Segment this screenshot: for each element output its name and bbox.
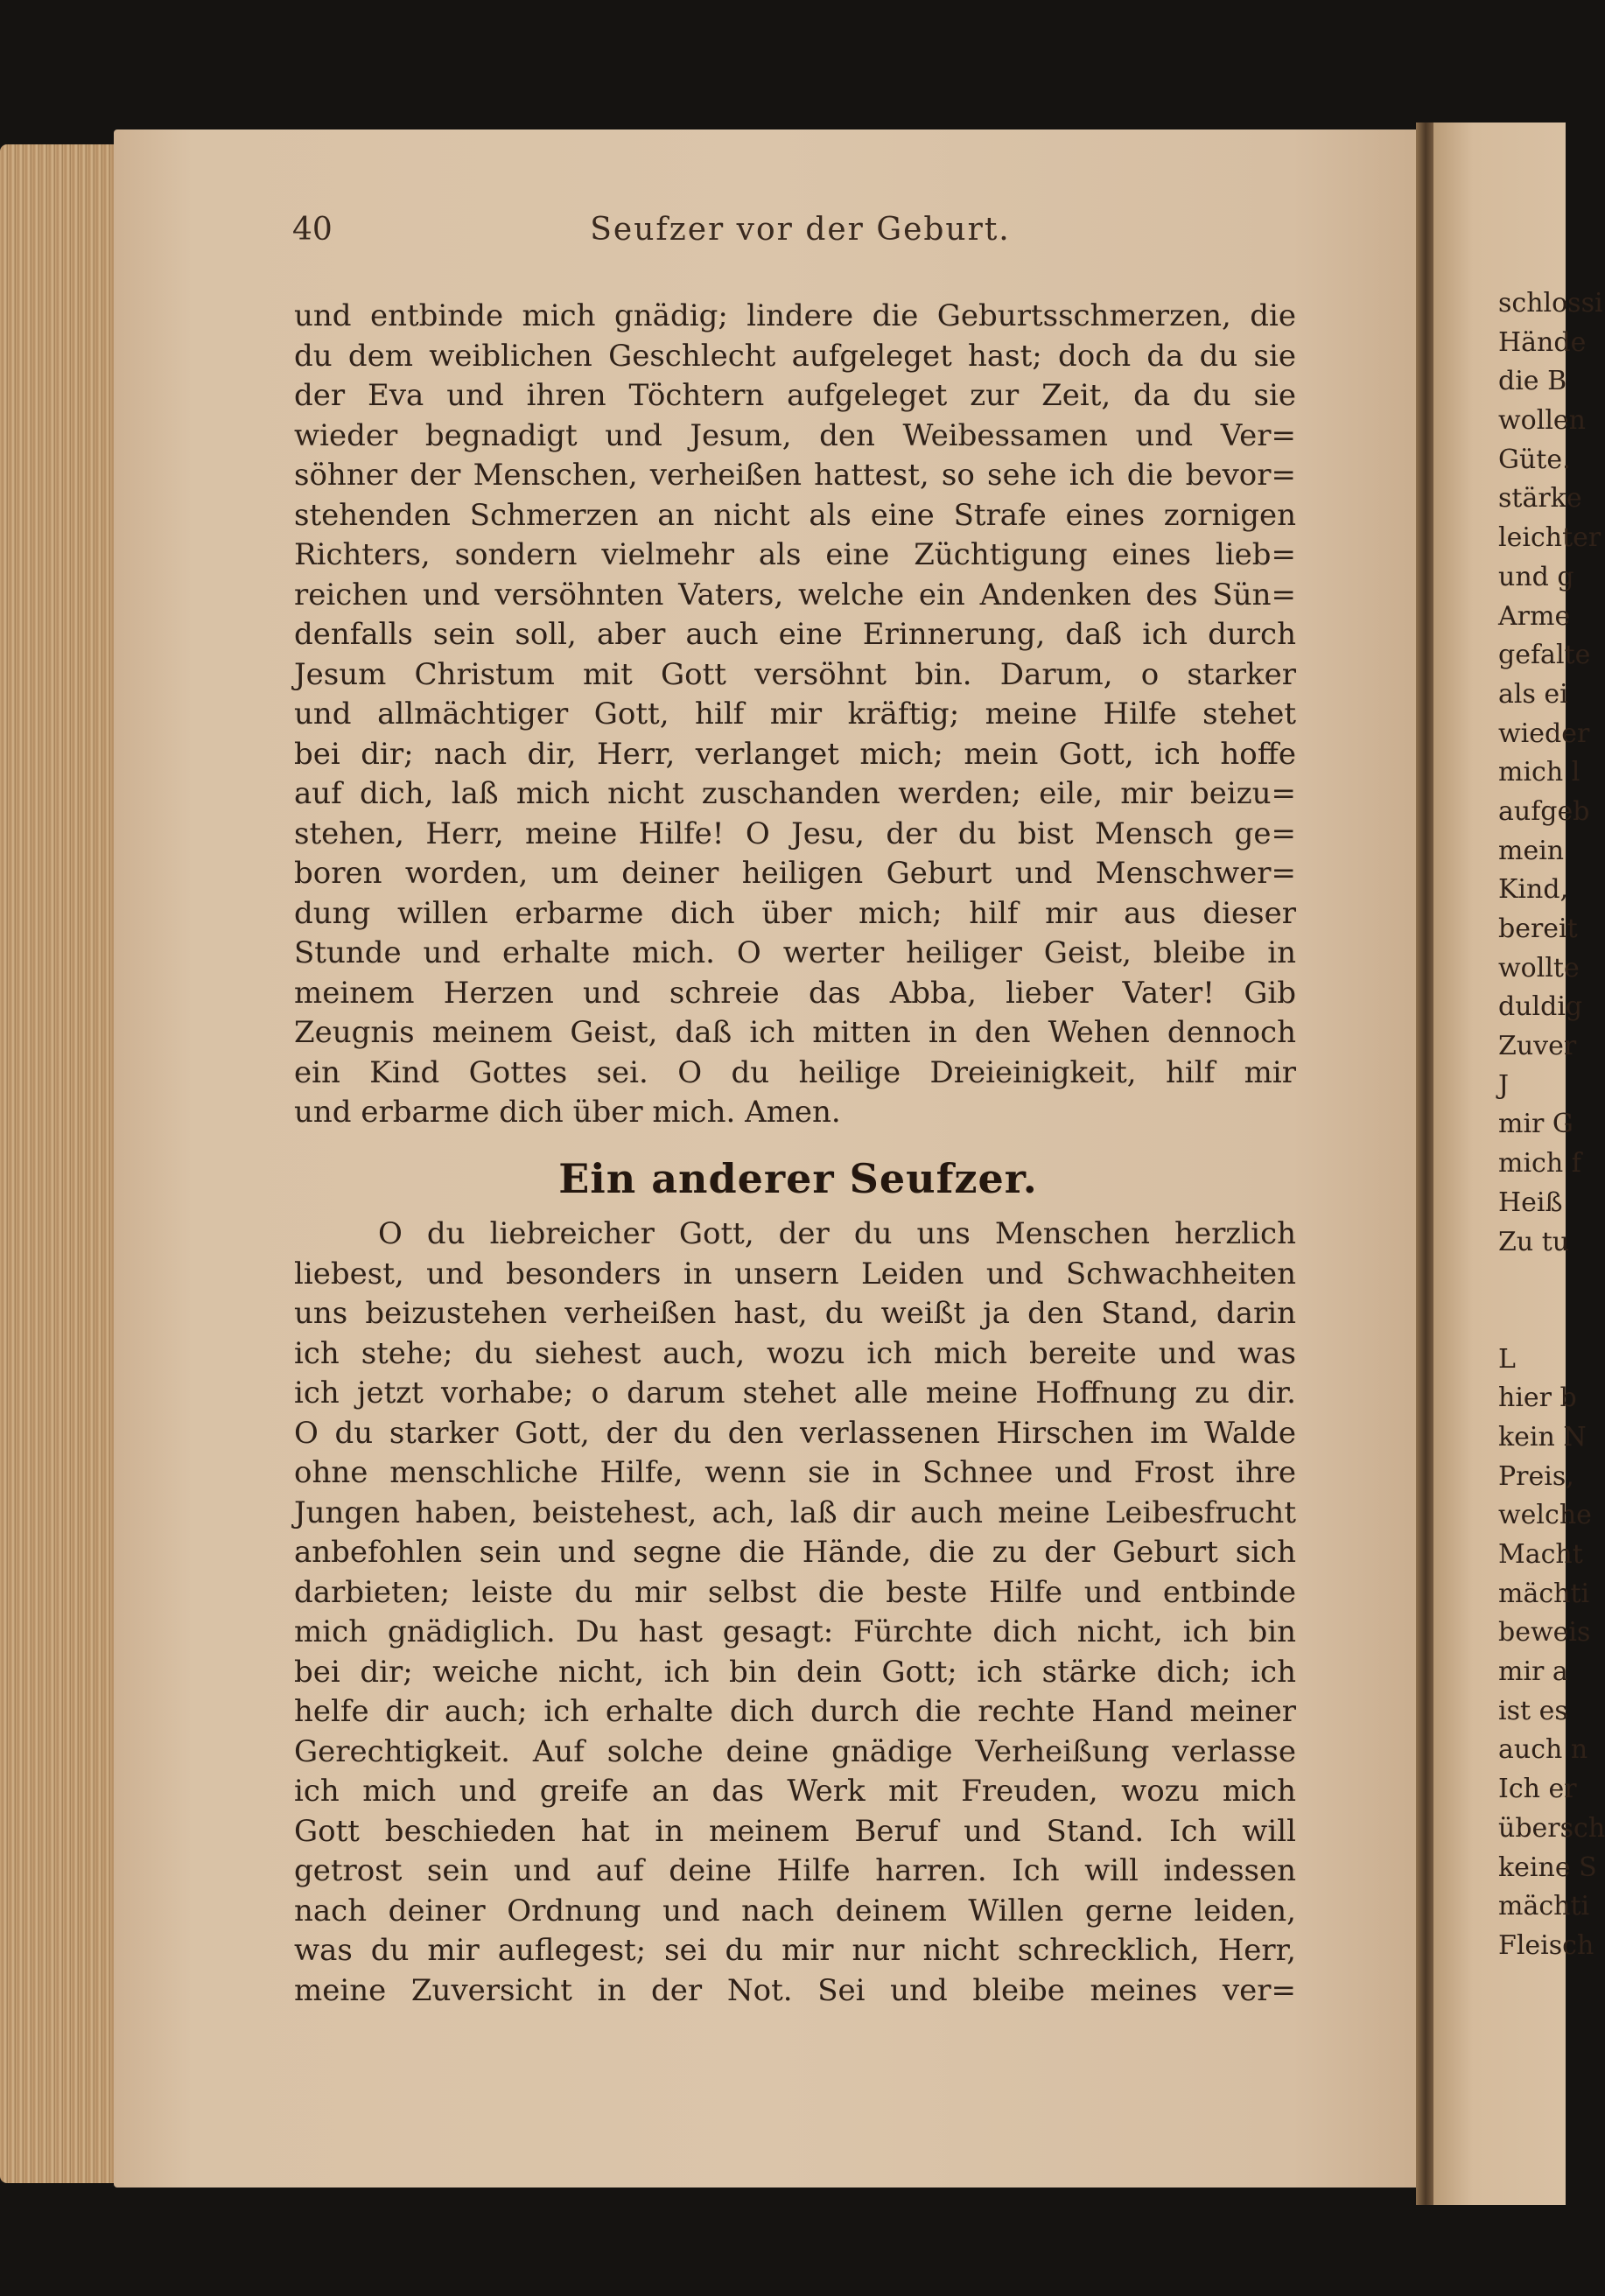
next-page-fragment: wollen (1498, 405, 1587, 437)
text-line: nach deiner Ordnung und nach deinem Willen gerne leiden, (294, 1893, 1296, 1928)
next-page-fragment: mächti (1498, 1891, 1590, 1922)
text-line: bei dir; nach dir, Herr, verlanget mich; mein Gott, ich hoffe (294, 736, 1296, 772)
next-page-fragment: wieder (1498, 718, 1590, 749)
running-title: Seufzer vor der Geburt. (590, 212, 1011, 248)
text-line: wieder begnadigt und Jesum, den Weibessamen und Ver= (294, 417, 1296, 453)
next-page-fragment: bereit (1498, 914, 1578, 944)
next-page-fragment: mir G (1498, 1109, 1573, 1140)
next-page-fragment: ist es (1498, 1695, 1568, 1726)
next-page-fragment: aufgeb (1498, 795, 1590, 827)
text-line: stehenden Schmerzen an nicht als eine Strafe eines zornigen (294, 497, 1296, 533)
next-page-fragment: mächti (1498, 1578, 1590, 1609)
text-line: ich mich und greife an das Werk mit Freuden, wozu mich (294, 1774, 1296, 1809)
text-line: stehen, Herr, meine Hilfe! O Jesu, der du bist Mensch ge= (294, 816, 1296, 851)
text-line: Jungen haben, beistehest, ach, laß dir auch meine Leibesfrucht (294, 1494, 1296, 1530)
text-line: ohne menschliche Hilfe, wenn sie in Schnee und Frost ihre (294, 1455, 1296, 1490)
next-page-fragment: mich f (1498, 1148, 1581, 1180)
text-line: O du liebreicher Gott, der du uns Menschen herzlich (378, 1216, 1296, 1251)
next-page-fragment: leichter (1498, 522, 1601, 554)
next-page-fragment: Güte. (1498, 444, 1571, 475)
next-page-fragment: mir a (1498, 1656, 1568, 1688)
text-line: bei dir; weiche nicht, ich bin dein Gott; ich stärke dich; ich (294, 1654, 1296, 1690)
text-line: uns beizustehen verheißen hast, du weißt ja den Stand, darin (294, 1296, 1296, 1331)
text-line: und allmächtiger Gott, hilf mir kräftig; meine Hilfe stehet (294, 696, 1296, 732)
text-line: Zeugnis meinem Geist, daß ich mitten in den Wehen dennoch (294, 1015, 1296, 1050)
next-page-fragment: Macht (1498, 1539, 1583, 1570)
text-line: denfalls sein soll, aber auch eine Erinnerung, daß ich durch (294, 617, 1296, 652)
text-line: Richters, sondern vielmehr als eine Züchtigung eines lieb= (294, 537, 1296, 572)
next-page-fragment: Zu tu (1498, 1226, 1570, 1257)
next-page-fragment: L (1498, 1343, 1516, 1375)
next-page-fragment: wollte (1498, 952, 1580, 984)
next-page-fragment: hier b (1498, 1382, 1577, 1414)
next-page-fragment: J (1498, 1069, 1510, 1101)
text-line: liebest, und besonders in unsern Leiden und Schwachheiten (294, 1256, 1296, 1292)
next-page-fragment: keine S (1498, 1852, 1597, 1883)
next-page-fragment: beweis (1498, 1617, 1591, 1648)
text-line: und erbarme dich über mich. Amen. (294, 1095, 841, 1130)
next-page-fragment: Hände (1498, 326, 1587, 358)
next-page-fragment: mein (1498, 835, 1565, 866)
text-line: getrost sein und auf deine Hilfe harren. Ich will indessen (294, 1853, 1296, 1888)
next-page-fragment: Zuver (1498, 1031, 1577, 1062)
text-line: reichen und versöhnten Vaters, welche ein Andenken des Sün= (294, 577, 1296, 612)
next-page-fragment: schlossi (1498, 288, 1603, 318)
text-line: meine Zuversicht in der Not. Sei und bleibe meines ver= (294, 1972, 1296, 2008)
text-line: meinem Herzen und schreie das Abba, lieber Vater! Gib (294, 975, 1296, 1011)
paragraph-1 (294, 297, 1296, 1133)
next-page-fragment: gefalte (1498, 640, 1591, 671)
text-line: ein Kind Gottes sei. O du heilige Dreieinigkeit, hilf mir (294, 1054, 1296, 1090)
next-page-fragment: Arme (1498, 600, 1571, 632)
next-page-fragment (1498, 1301, 1568, 1340)
text-line: boren worden, um deiner heiligen Geburt und Menschwer= (294, 856, 1296, 891)
text-line: Gerechtigkeit. Auf solche deine gnädige Verheißung verlasse (294, 1733, 1296, 1769)
text-line: auf dich, laß mich nicht zuschanden werden; eile, mir beizu= (294, 776, 1296, 811)
page-number: 40 (292, 212, 333, 248)
text-line: darbieten; leiste du mir selbst die beste Hilfe und entbinde (294, 1574, 1296, 1610)
text-line: was du mir auflegest; sei du mir nur nicht schrecklich, Herr, (294, 1933, 1296, 1968)
text-line: der Eva und ihren Töchtern aufgeleget zur Zeit, da du sie (294, 378, 1296, 413)
next-page-fragment: stärke (1498, 483, 1582, 514)
text-line: ich stehe; du siehest auch, wozu ich mich bereite und was (294, 1335, 1296, 1371)
text-line: du dem weiblichen Geschlecht aufgeleget hast; doch da du sie (294, 338, 1296, 374)
text-line: anbefohlen sein und segne die Hände, die zu der Geburt sich (294, 1535, 1296, 1570)
next-page-text (1498, 284, 1605, 1966)
next-page-fragment: übersch (1498, 1812, 1605, 1844)
paragraph-2 (294, 1214, 1296, 2011)
text-line: mich gnädiglich. Du hast gesagt: Fürchte dich nicht, ich bin (294, 1614, 1296, 1649)
next-page-fragment: mich l (1498, 757, 1580, 788)
next-page-fragment: kein N (1498, 1421, 1587, 1452)
next-page-fragment: welche (1498, 1500, 1592, 1531)
next-page-fragment: Ich er (1498, 1774, 1577, 1805)
next-page-fragment: Kind, (1498, 874, 1569, 906)
next-page-fragment: duldig (1498, 991, 1583, 1023)
text-line: söhner der Menschen, verheißen hattest, so sehe ich die bevor= (294, 458, 1296, 493)
text-line: dung willen erbarme dich über mich; hilf mir aus dieser (294, 895, 1296, 931)
text-line: helfe dir auch; ich erhalte dich durch die rechte Hand meiner (294, 1694, 1296, 1729)
next-page-fragment: Fleisch (1498, 1929, 1594, 1961)
text-line: O du starker Gott, der du den verlassenen Hirschen im Walde (294, 1415, 1296, 1451)
next-page-fragment (1498, 1262, 1568, 1301)
next-page-fragment: Preis, (1498, 1460, 1574, 1492)
text-line: und entbinde mich gnädig; lindere die Geburtsschmerzen, die (294, 298, 1296, 333)
next-page-fragment: als ei (1498, 678, 1568, 710)
next-page-fragment: und g (1498, 561, 1574, 592)
next-page-fragment: Heiß (1498, 1186, 1563, 1218)
text-line: Stunde und erhalte mich. O werter heiliger Geist, bleibe in (294, 935, 1296, 970)
text-line: ich jetzt vorhabe; o darum stehet alle meine Hoffnung zu dir. (294, 1376, 1296, 1410)
section-heading: Ein anderer Seufzer. (558, 1155, 1038, 1202)
next-page-fragment: auch n (1498, 1734, 1588, 1766)
text-line: Gott beschieden hat in meinem Beruf und Stand. Ich will (294, 1813, 1296, 1849)
text-line: Jesum Christum mit Gott versöhnt bin. Darum, o starker (294, 656, 1296, 692)
next-page-fragment: die B (1498, 366, 1567, 397)
